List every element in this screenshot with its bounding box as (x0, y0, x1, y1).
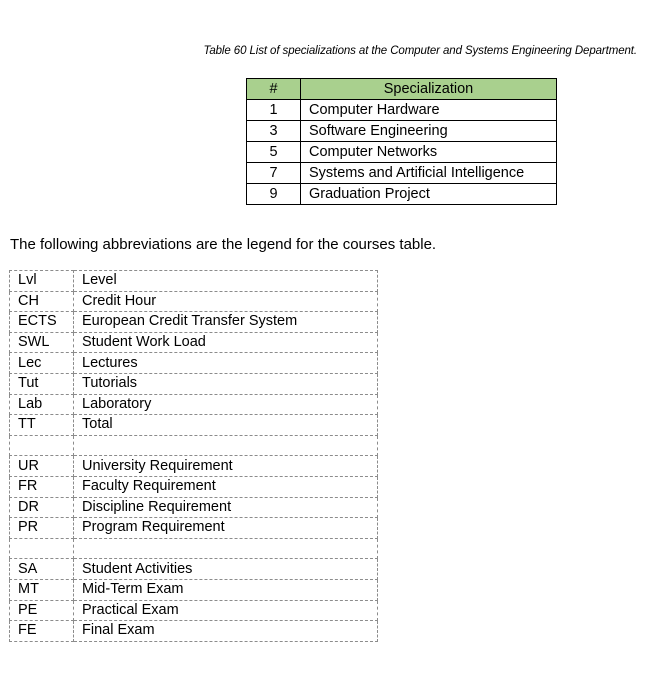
legend-description: Laboratory (74, 394, 378, 415)
legend-abbreviation: SA (10, 559, 74, 580)
column-header-number: # (247, 79, 301, 100)
table-row (247, 100, 557, 121)
row-number: 5 (247, 142, 301, 163)
table-row (247, 121, 557, 142)
table-caption: Table 60 List of specializations at the Computer and Systems Engineering Department. (203, 45, 637, 57)
legend-abbreviation: SWL (10, 332, 74, 353)
legend-description: Lectures (74, 353, 378, 374)
legend-description: Total (74, 415, 378, 436)
legend-row (10, 476, 378, 497)
legend-row (10, 291, 378, 312)
legend-row (10, 271, 378, 292)
legend-description (74, 435, 378, 456)
legend-description: Tutorials (74, 373, 378, 394)
legend-abbreviation: PE (10, 600, 74, 621)
legend-abbreviation: PR (10, 518, 74, 539)
legend-spacer-row (10, 435, 378, 456)
legend-abbreviation (10, 538, 74, 559)
legend-abbreviation: FE (10, 621, 74, 642)
row-number: 7 (247, 163, 301, 184)
specialization-name: Computer Hardware (301, 100, 557, 121)
legend-row (10, 373, 378, 394)
table-row (247, 142, 557, 163)
specializations-table (246, 78, 557, 205)
legend-intro-text: The following abbreviations are the legend for the courses table. (10, 236, 437, 253)
legend-description: University Requirement (74, 456, 378, 477)
legend-description: Student Activities (74, 559, 378, 580)
legend-abbreviation: UR (10, 456, 74, 477)
legend-row (10, 621, 378, 642)
legend-row (10, 353, 378, 374)
legend-description: European Credit Transfer System (74, 312, 378, 333)
table-header-row (247, 79, 557, 100)
legend-spacer-row (10, 538, 378, 559)
legend-row (10, 559, 378, 580)
legend-description: Mid-Term Exam (74, 579, 378, 600)
specialization-name: Software Engineering (301, 121, 557, 142)
specialization-name: Computer Networks (301, 142, 557, 163)
legend-description: Student Work Load (74, 332, 378, 353)
specialization-name: Systems and Artificial Intelligence (301, 163, 557, 184)
row-number: 1 (247, 100, 301, 121)
legend-abbreviation: MT (10, 579, 74, 600)
legend-row (10, 394, 378, 415)
legend-abbreviation: Lec (10, 353, 74, 374)
legend-row (10, 456, 378, 477)
row-number: 3 (247, 121, 301, 142)
legend-abbreviation: Lvl (10, 271, 74, 292)
legend-description: Discipline Requirement (74, 497, 378, 518)
legend-description: Final Exam (74, 621, 378, 642)
legend-description: Program Requirement (74, 518, 378, 539)
legend-row (10, 497, 378, 518)
legend-abbreviation: Tut (10, 373, 74, 394)
legend-row (10, 518, 378, 539)
legend-description: Faculty Requirement (74, 476, 378, 497)
specialization-name: Graduation Project (301, 184, 557, 205)
legend-row (10, 312, 378, 333)
legend-abbreviation: FR (10, 476, 74, 497)
row-number: 9 (247, 184, 301, 205)
legend-description (74, 538, 378, 559)
legend-abbreviation: ECTS (10, 312, 74, 333)
legend-description: Credit Hour (74, 291, 378, 312)
table-row (247, 184, 557, 205)
legend-description: Practical Exam (74, 600, 378, 621)
legend-row (10, 332, 378, 353)
legend-row (10, 579, 378, 600)
legend-abbreviation: CH (10, 291, 74, 312)
legend-abbreviation (10, 435, 74, 456)
legend-abbreviation: Lab (10, 394, 74, 415)
column-header-specialization: Specialization (301, 79, 557, 100)
table-row (247, 163, 557, 184)
legend-description: Level (74, 271, 378, 292)
legend-abbreviation: DR (10, 497, 74, 518)
legend-row (10, 415, 378, 436)
abbreviations-legend-table (9, 270, 378, 642)
legend-abbreviation: TT (10, 415, 74, 436)
legend-row (10, 600, 378, 621)
